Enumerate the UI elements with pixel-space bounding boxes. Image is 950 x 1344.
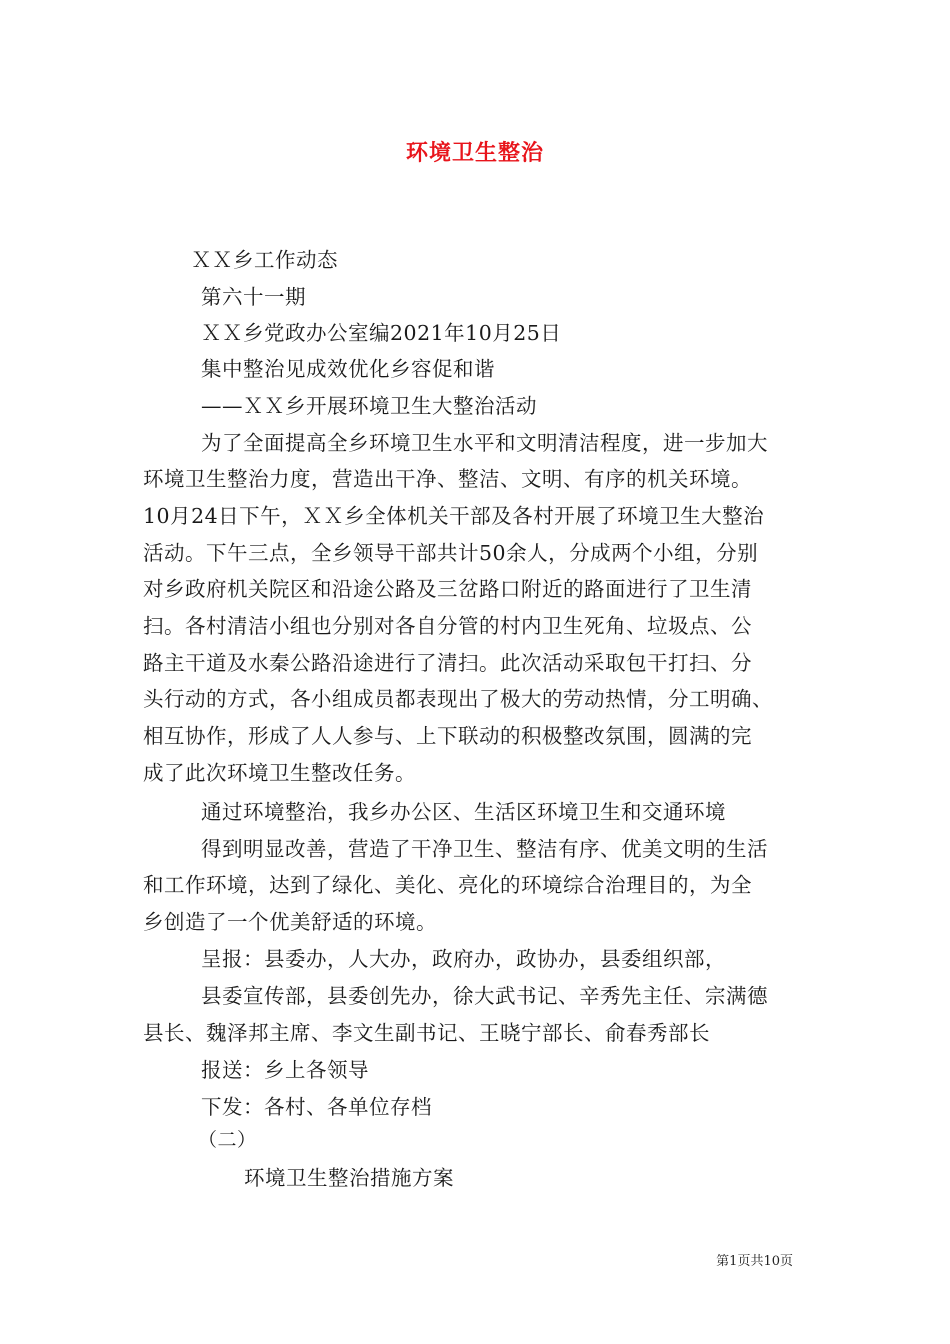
header-line-publication: ＸＸ乡工作动态	[191, 248, 338, 272]
section-title: 环境卫生整治措施方案	[244, 1166, 454, 1190]
paragraph-line: 对乡政府机关院区和沿途公路及三岔路口附近的路面进行了卫生清	[143, 577, 752, 601]
document-title: 环境卫生整治	[405, 140, 544, 166]
report-continuation-line: 县委宣传部，县委创先办，徐大武书记、辛秀先主任、宗满德	[201, 984, 768, 1008]
paragraph-line: 乡创造了一个优美舒适的环境。	[143, 910, 437, 934]
paragraph-line: 扫。各村清洁小组也分别对各自分管的村内卫生死角、垃圾点、公	[143, 614, 752, 638]
page-footer: 第1页共10页	[716, 1254, 793, 1269]
paragraph-line: 和工作环境，达到了绿化、美化、亮化的环境综合治理目的，为全	[143, 873, 752, 897]
header-line-editor-date: ＸＸ乡党政办公室编2021年10月25日	[201, 321, 562, 345]
paragraph-line: 路主干道及水秦公路沿途进行了清扫。此次活动采取包干打扫、分	[143, 651, 752, 675]
paragraph-line: 成了此次环境卫生整改任务。	[143, 761, 416, 785]
paragraph-line: 环境卫生整治力度，营造出干净、整洁、文明、有序的机关环境。	[143, 467, 752, 491]
send-line: 报送：乡上各领导	[201, 1058, 369, 1082]
section-mark: （二）	[198, 1129, 257, 1151]
paragraph-line: 得到明显改善，营造了干净卫生、整洁有序、优美文明的生活	[201, 837, 768, 861]
paragraph-line: 活动。下午三点，全乡领导干部共计50余人，分成两个小组，分别	[143, 541, 759, 565]
paragraph-line: 相互协作，形成了人人参与、上下联动的积极整改氛围，圆满的完	[143, 724, 752, 748]
header-line-issue: 第六十一期	[201, 285, 306, 309]
issue-line: 下发：各村、各单位存档	[201, 1095, 432, 1119]
paragraph-line: 通过环境整治，我乡办公区、生活区环境卫生和交通环境	[201, 800, 726, 824]
report-line: 呈报：县委办，人大办，政府办，政协办，县委组织部，	[201, 947, 726, 971]
report-continuation-line: 县长、魏泽邦主席、李文生副书记、王晓宁部长、俞春秀部长	[143, 1021, 710, 1045]
paragraph-line: 10月24日下午，ＸＸ乡全体机关干部及各村开展了环境卫生大整治	[143, 504, 765, 528]
header-line-headline: 集中整治见成效优化乡容促和谐	[201, 357, 495, 381]
paragraph-line: 头行动的方式，各小组成员都表现出了极大的劳动热情，分工明确、	[143, 687, 773, 711]
paragraph-line: 为了全面提高全乡环境卫生水平和文明清洁程度，进一步加大	[201, 431, 768, 455]
header-line-subtitle: ——ＸＸ乡开展环境卫生大整治活动	[201, 394, 537, 418]
